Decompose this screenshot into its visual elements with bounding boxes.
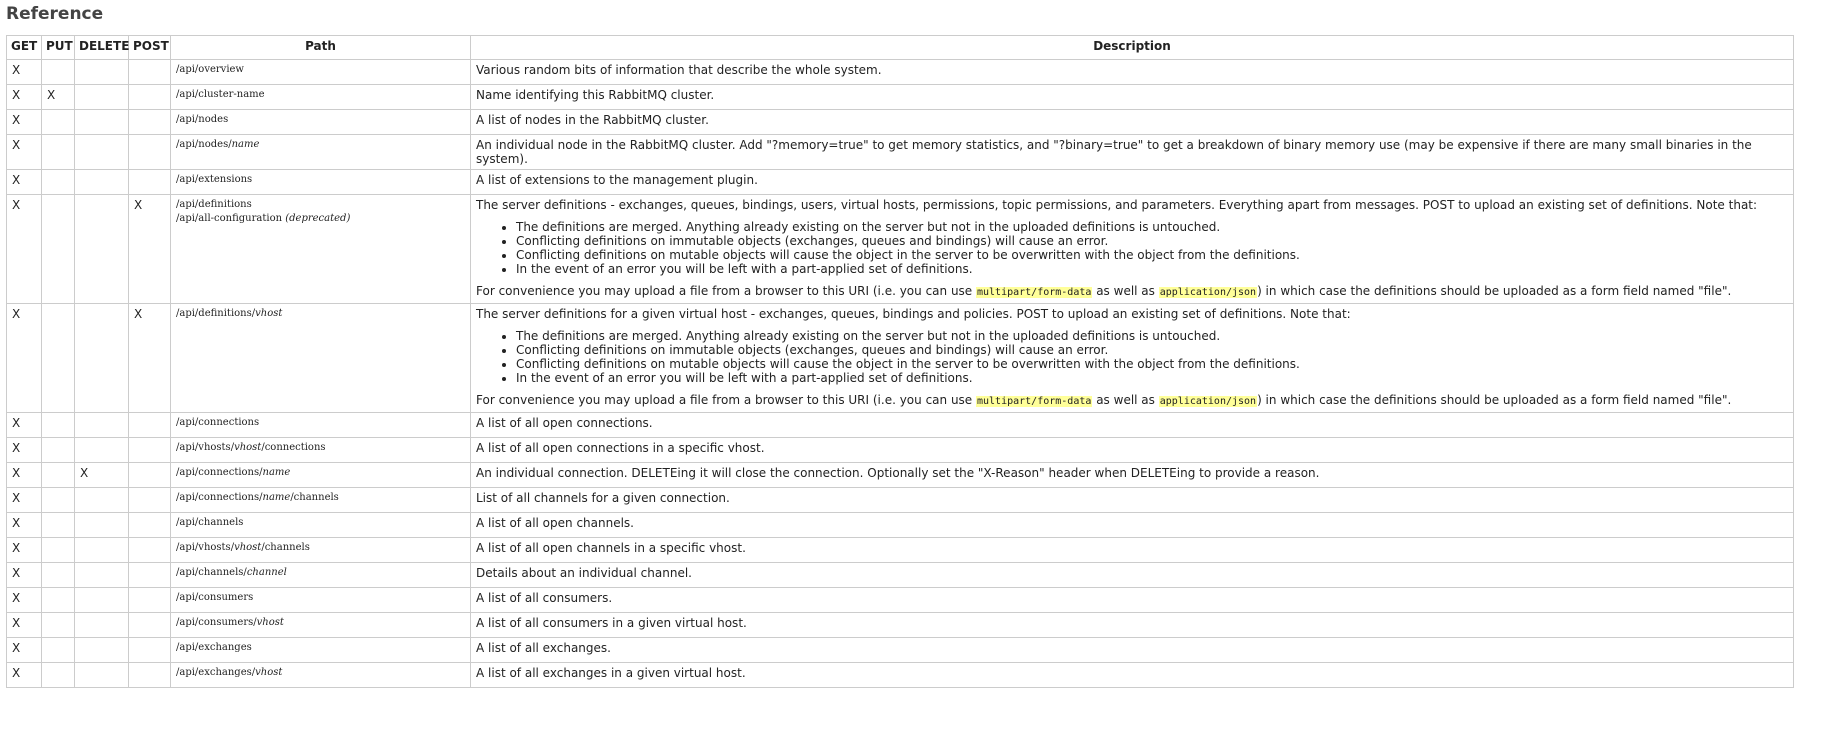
page-title: Reference [6, 4, 104, 24]
path-variable: vhost [234, 542, 262, 553]
get-cell: X [7, 85, 42, 110]
delete-cell [75, 304, 129, 413]
table-row [7, 613, 1794, 638]
post-cell [129, 135, 171, 170]
get-cell: X [7, 563, 42, 588]
path-variable: vhost [234, 442, 262, 453]
put-cell [42, 195, 75, 304]
list-item: • Conflicting definitions on immutable objects (exchanges, queues and bindings) will cause an error. [516, 343, 1788, 357]
delete-cell [75, 488, 129, 513]
list-item: • The definitions are merged. Anything already existing on the server but not in the uploaded definitions is untouched. [516, 220, 1788, 234]
path-segment: /channels [290, 492, 339, 503]
api-reference-table [6, 35, 1794, 688]
convenience-note [476, 393, 1788, 409]
code-multipart: multipart/form-data [977, 396, 1092, 407]
path-cell [171, 195, 471, 304]
path-cell: /api/extensions [171, 170, 471, 195]
note-text: as well as [1092, 284, 1159, 298]
delete-cell [75, 195, 129, 304]
table-row [7, 638, 1794, 663]
code-json: application/json [1159, 396, 1257, 407]
post-cell [129, 613, 171, 638]
table-row [7, 563, 1794, 588]
note-text: as well as [1092, 393, 1159, 407]
table-row [7, 85, 1794, 110]
description-cell: A list of all consumers. [471, 588, 1794, 613]
list-item: • In the event of an error you will be left with a part-applied set of definitions. [516, 262, 1788, 276]
post-cell [129, 60, 171, 85]
post-cell: X [129, 304, 171, 413]
description-cell: A list of all open connections. [471, 413, 1794, 438]
path-cell [171, 538, 471, 563]
path-definitions: /api/definitions [176, 199, 252, 210]
get-cell: X [7, 613, 42, 638]
description-cell: A list of nodes in the RabbitMQ cluster. [471, 110, 1794, 135]
path-variable: vhost [256, 617, 284, 628]
vhost-definitions-notes-list [476, 329, 1788, 385]
description-cell: A list of all exchanges. [471, 638, 1794, 663]
code-json: application/json [1159, 287, 1257, 298]
put-cell [42, 463, 75, 488]
column-header-path: Path [171, 36, 471, 60]
path-cell [171, 304, 471, 413]
put-cell [42, 438, 75, 463]
path-cell [171, 438, 471, 463]
table-row [7, 413, 1794, 438]
put-cell [42, 638, 75, 663]
get-cell: X [7, 463, 42, 488]
path-segment: /api/exchanges/ [176, 667, 256, 678]
path-prefix: /api/nodes/ [176, 139, 232, 150]
path-segment: /api/vhosts/ [176, 442, 235, 453]
path-cell [171, 413, 471, 438]
put-cell [42, 613, 75, 638]
path-segment: /api/consumers [176, 592, 254, 603]
delete-cell [75, 170, 129, 195]
post-cell [129, 170, 171, 195]
code-multipart: multipart/form-data [977, 287, 1092, 298]
post-cell [129, 110, 171, 135]
path-cell [171, 488, 471, 513]
delete-cell [75, 613, 129, 638]
column-header-put: PUT [42, 36, 75, 60]
get-cell: X [7, 304, 42, 413]
post-cell [129, 513, 171, 538]
path-segment: /connections [261, 442, 326, 453]
path-segment: /api/connections/ [176, 467, 263, 478]
path-segment: /api/connections [176, 417, 260, 428]
delete-cell [75, 110, 129, 135]
description-text: The server definitions for a given virtual host - exchanges, queues, bindings and policies. POST to upload an existing set of definitions. Note that: [476, 307, 1351, 321]
delete-cell [75, 638, 129, 663]
table-row [7, 488, 1794, 513]
table-row-definitions [7, 195, 1794, 304]
table-row [7, 513, 1794, 538]
description-cell: A list of all open channels. [471, 513, 1794, 538]
path-cell [171, 463, 471, 488]
get-cell: X [7, 488, 42, 513]
put-cell [42, 413, 75, 438]
delete-cell [75, 563, 129, 588]
table-row [7, 588, 1794, 613]
get-cell: X [7, 413, 42, 438]
table-row [7, 170, 1794, 195]
table-row [7, 663, 1794, 688]
path-all-configuration: /api/all-configuration [176, 213, 283, 224]
convenience-note [476, 284, 1788, 300]
path-prefix: /api/definitions/ [176, 308, 256, 319]
table-header-row [7, 36, 1794, 60]
path-variable: vhost [255, 308, 283, 319]
get-cell: X [7, 110, 42, 135]
delete-cell [75, 538, 129, 563]
description-cell [471, 304, 1794, 413]
table-row [7, 538, 1794, 563]
path-variable: name [231, 139, 260, 150]
column-header-post: POST [129, 36, 171, 60]
get-cell: X [7, 195, 42, 304]
get-cell: X [7, 170, 42, 195]
list-item: • Conflicting definitions on mutable objects will cause the object in the server to be overwritten with the object from the definitions. [516, 248, 1788, 262]
post-cell [129, 85, 171, 110]
post-cell [129, 663, 171, 688]
put-cell [42, 563, 75, 588]
description-cell: Name identifying this RabbitMQ cluster. [471, 85, 1794, 110]
path-segment: /api/exchanges [176, 642, 252, 653]
post-cell [129, 438, 171, 463]
delete-cell [75, 60, 129, 85]
description-cell: Various random bits of information that describe the whole system. [471, 60, 1794, 85]
put-cell [42, 60, 75, 85]
path-cell [171, 563, 471, 588]
table-row-vhost-definitions [7, 304, 1794, 413]
get-cell: X [7, 513, 42, 538]
post-cell [129, 488, 171, 513]
post-cell [129, 538, 171, 563]
put-cell: X [42, 85, 75, 110]
path-cell [171, 513, 471, 538]
delete-cell [75, 663, 129, 688]
get-cell: X [7, 60, 42, 85]
path-cell [171, 613, 471, 638]
path-segment: /api/vhosts/ [176, 542, 235, 553]
put-cell [42, 170, 75, 195]
path-cell: /api/overview [171, 60, 471, 85]
path-segment: /api/channels/ [176, 567, 247, 578]
get-cell: X [7, 588, 42, 613]
path-cell [171, 663, 471, 688]
delete-cell [75, 413, 129, 438]
definitions-notes-list [476, 220, 1788, 276]
note-text: For convenience you may upload a file from a browser to this URI (i.e. you can use [476, 284, 976, 298]
description-cell: A list of extensions to the management plugin. [471, 170, 1794, 195]
description-cell: A list of all exchanges in a given virtual host. [471, 663, 1794, 688]
delete-cell: X [75, 463, 129, 488]
table-row [7, 463, 1794, 488]
get-cell: X [7, 438, 42, 463]
path-segment: /api/connections/ [176, 492, 263, 503]
list-item: • In the event of an error you will be left with a part-applied set of definitions. [516, 371, 1788, 385]
delete-cell [75, 513, 129, 538]
path-variable: channel [246, 567, 287, 578]
description-cell: An individual node in the RabbitMQ cluster. Add "?memory=true" to get memory statistics, and "?binary=true" to get a breakdown of binary memory use (may be expensive if there are many small binaries in the system). [471, 135, 1794, 170]
description-cell: A list of all open channels in a specific vhost. [471, 538, 1794, 563]
put-cell [42, 513, 75, 538]
description-cell: A list of all consumers in a given virtual host. [471, 613, 1794, 638]
post-cell [129, 463, 171, 488]
put-cell [42, 663, 75, 688]
table-row [7, 110, 1794, 135]
description-cell: A list of all open connections in a specific vhost. [471, 438, 1794, 463]
table-row [7, 438, 1794, 463]
description-text: The server definitions - exchanges, queues, bindings, users, virtual hosts, permissions, topic permissions, and parameters. Everything apart from messages. POST to upload an existing set of definitions. Note that: [476, 198, 1758, 212]
put-cell [42, 110, 75, 135]
note-text: ) in which case the definitions should be uploaded as a form field named "file". [1257, 393, 1732, 407]
get-cell: X [7, 663, 42, 688]
get-cell: X [7, 538, 42, 563]
list-item: • Conflicting definitions on mutable objects will cause the object in the server to be overwritten with the object from the definitions. [516, 357, 1788, 371]
path-cell [171, 638, 471, 663]
path-cell: /api/cluster-name [171, 85, 471, 110]
path-cell: /api/nodes [171, 110, 471, 135]
description-cell: List of all channels for a given connection. [471, 488, 1794, 513]
post-cell: X [129, 195, 171, 304]
delete-cell [75, 85, 129, 110]
column-header-delete: DELETE [75, 36, 129, 60]
path-cell [171, 135, 471, 170]
column-header-get: GET [7, 36, 42, 60]
put-cell [42, 488, 75, 513]
path-segment: /api/consumers/ [176, 617, 257, 628]
put-cell [42, 588, 75, 613]
deprecated-note: (deprecated) [285, 213, 351, 224]
delete-cell [75, 438, 129, 463]
path-segment: /api/channels [176, 517, 244, 528]
path-variable: vhost [255, 667, 283, 678]
post-cell [129, 563, 171, 588]
table-row [7, 60, 1794, 85]
list-item: • The definitions are merged. Anything already existing on the server but not in the uploaded definitions is untouched. [516, 329, 1788, 343]
description-cell: An individual connection. DELETEing it will close the connection. Optionally set the "X-Reason" header when DELETEing to provide a reason. [471, 463, 1794, 488]
post-cell [129, 413, 171, 438]
path-segment: /channels [261, 542, 310, 553]
delete-cell [75, 588, 129, 613]
path-variable: name [262, 467, 291, 478]
get-cell: X [7, 638, 42, 663]
description-cell: Details about an individual channel. [471, 563, 1794, 588]
note-text: ) in which case the definitions should be uploaded as a form field named "file". [1257, 284, 1732, 298]
post-cell [129, 638, 171, 663]
column-header-description: Description [471, 36, 1794, 60]
note-text: For convenience you may upload a file from a browser to this URI (i.e. you can use [476, 393, 976, 407]
put-cell [42, 304, 75, 413]
description-cell [471, 195, 1794, 304]
list-item: • Conflicting definitions on immutable objects (exchanges, queues and bindings) will cause an error. [516, 234, 1788, 248]
post-cell [129, 588, 171, 613]
path-cell [171, 588, 471, 613]
get-cell: X [7, 135, 42, 170]
table-row [7, 135, 1794, 170]
delete-cell [75, 135, 129, 170]
put-cell [42, 135, 75, 170]
path-variable: name [262, 492, 291, 503]
put-cell [42, 538, 75, 563]
